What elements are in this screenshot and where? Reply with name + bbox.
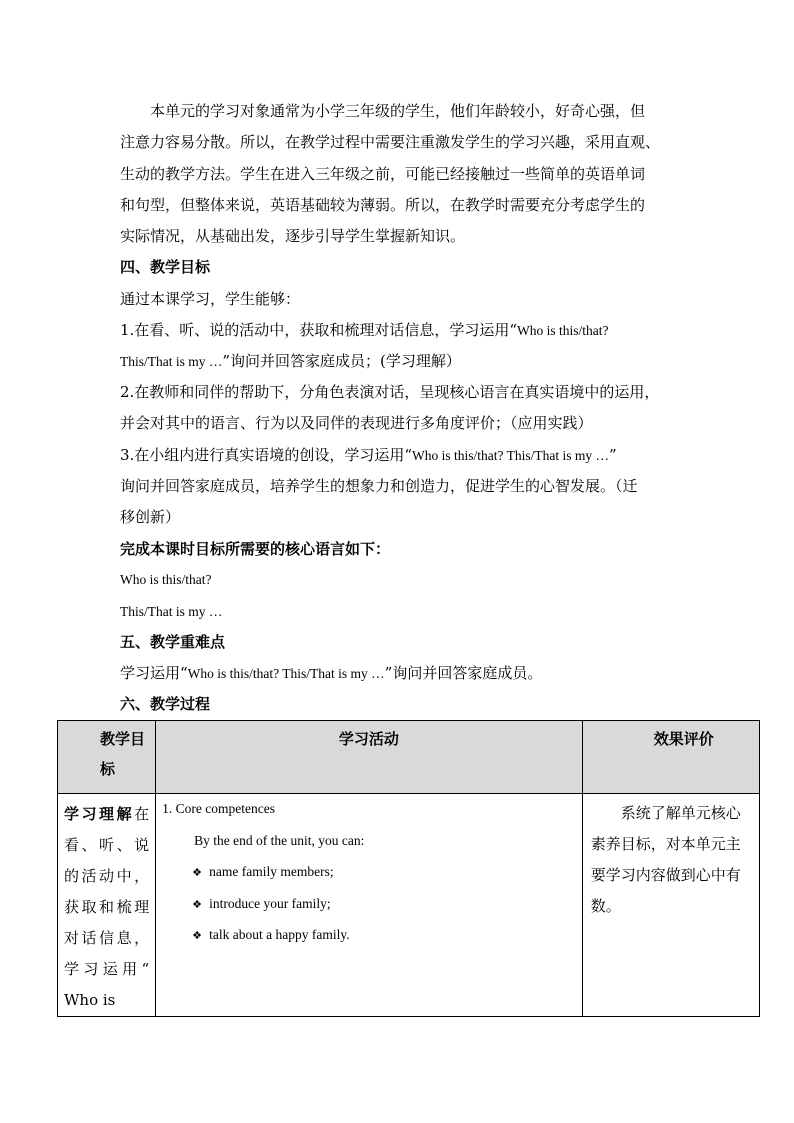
key-points-text-b: ”询问并回答家庭成员。 bbox=[384, 664, 543, 682]
diamond-bullet-icon: ❖ bbox=[192, 929, 202, 942]
table-row bbox=[58, 794, 760, 1017]
objective-1-english-2: This/That is my … bbox=[120, 354, 223, 369]
header-activity: 学习活动 bbox=[338, 730, 399, 748]
evaluation-text: 系统了解单元核心素养目标，对本单元主要学习内容做到心中有数。 bbox=[590, 804, 741, 915]
core-language-heading: 完成本课时目标所需要的核心语言如下： bbox=[120, 540, 391, 558]
section4-intro: 通过本课学习，学生能够： bbox=[120, 290, 301, 308]
activity-subtitle: By the end of the unit, you can: bbox=[194, 832, 365, 848]
key-points-line bbox=[120, 663, 542, 684]
core-language-line-2: This/That is my … bbox=[120, 604, 223, 619]
goal-body: 在看、听、说的活动中，获取和梳理对话信息，学习运用“ Who is bbox=[64, 805, 150, 1009]
objective-1-english: Who is this/that? bbox=[516, 323, 609, 338]
table-header-row bbox=[58, 721, 760, 794]
goal-cell bbox=[58, 794, 156, 1017]
goal-text bbox=[58, 794, 155, 1016]
objective-3-line-2: 询问并回答家庭成员，培养学生的想象力和创造力，促进学生的心智发展。（迁 bbox=[120, 477, 638, 495]
activity-title: 1. Core competences bbox=[162, 801, 275, 816]
objective-2-line-2: 并会对其中的语言、行为以及同伴的表现进行多角度评价；（应用实践） bbox=[120, 414, 593, 432]
diamond-bullet-icon: ❖ bbox=[192, 897, 202, 911]
teaching-process-table bbox=[57, 720, 760, 1017]
section4-heading: 四、教学目标 bbox=[120, 258, 211, 276]
goal-title: 学习理解 bbox=[64, 805, 135, 823]
section5-heading: 五、教学重难点 bbox=[120, 633, 226, 651]
activity-bullet-2 bbox=[162, 895, 582, 927]
objective-3-line-3: 移创新） bbox=[120, 508, 181, 526]
header-evaluation: 效果评价 bbox=[653, 730, 714, 748]
paragraph-line-3: 生动的教学方法。学生在进入三年级之前，可能已经接触过一些简单的英语单词 bbox=[120, 165, 646, 183]
header-goal-line-1: 教学目 bbox=[100, 730, 146, 748]
bullet-text-2: introduce your family; bbox=[209, 895, 331, 911]
diamond-bullet-icon: ❖ bbox=[192, 866, 202, 879]
objective-2-line-1: 2.在教师和同伴的帮助下，分角色表演对话，呈现核心语言在真实语境中的运用， bbox=[120, 383, 660, 401]
objective-1-line-2 bbox=[120, 351, 461, 372]
activity-bullet-1 bbox=[162, 863, 582, 895]
header-activity-cell bbox=[156, 721, 583, 794]
bullet-text-3: talk about a happy family. bbox=[209, 927, 350, 942]
objective-3-line-1 bbox=[120, 445, 617, 466]
activity-content bbox=[156, 794, 582, 958]
objective-3-text-a: 3.在小组内进行真实语境的创设，学习运用“ bbox=[120, 446, 412, 464]
header-goal-cell bbox=[58, 721, 156, 794]
objective-3-english: Who is this/that? This/That is my … bbox=[411, 448, 609, 463]
header-evaluation-cell bbox=[582, 721, 759, 794]
key-points-english: Who is this/that? This/That is my … bbox=[187, 666, 385, 681]
paragraph-line-4: 和句型，但整体来说，英语基础较为薄弱。所以，在教学时需要充分考虑学生的 bbox=[120, 196, 646, 214]
objective-1-text-b: ”询问并回答家庭成员；(学习理解） bbox=[222, 352, 461, 370]
paragraph-line-5: 实际情况，从基础出发，逐步引导学生掌握新知识。 bbox=[120, 227, 466, 245]
key-points-text-a: 学习运用“ bbox=[120, 664, 188, 682]
objective-3-text-b: ” bbox=[608, 446, 617, 464]
objective-1-line-1 bbox=[120, 320, 608, 341]
core-language-line-1: Who is this/that? bbox=[120, 572, 212, 587]
activity-bullet-3 bbox=[162, 926, 582, 958]
section6-heading: 六、教学过程 bbox=[120, 695, 211, 713]
paragraph-line-2: 注意力容易分散。所以，在教学过程中需要注重激发学生的学习兴趣，采用直观、 bbox=[120, 133, 661, 151]
bullet-text-1: name family members; bbox=[209, 864, 334, 879]
objective-1-text-a: 1.在看、听、说的活动中，获取和梳理对话信息，学习运用“ bbox=[120, 321, 517, 339]
header-goal-line-2: 标 bbox=[100, 760, 116, 778]
activity-cell bbox=[156, 794, 583, 1017]
paragraph-line-1: 本单元的学习对象通常为小学三年级的学生，他们年龄较小，好奇心强，但 bbox=[150, 102, 646, 120]
evaluation-cell bbox=[582, 794, 759, 1017]
